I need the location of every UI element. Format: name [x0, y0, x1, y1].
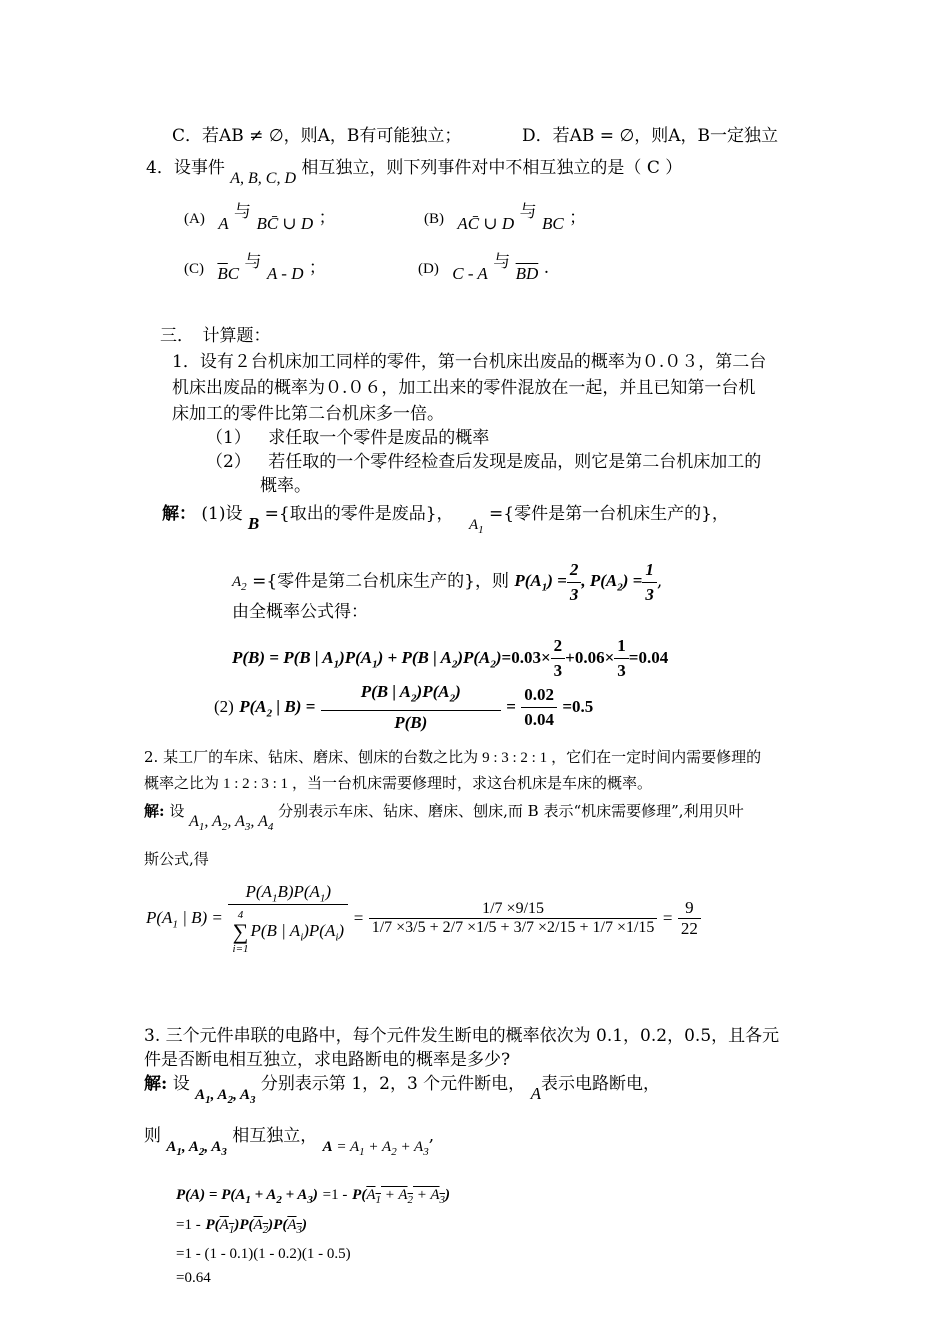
p3-event-a: A	[530, 1084, 541, 1103]
q4-option-a-with: 与	[234, 202, 252, 222]
q4-option-a	[184, 202, 336, 233]
p1-event-b-def: ={取出的零件是废品}，	[264, 504, 454, 524]
p2-bayes-equation: $P(A_1$ | B) = $P(A_1B)P(A_1)$ 4 ∑ i=1P(B | $A_i)P(A_i)$ = $\frac{1/7 \times 9/15}{1/7 \times 3/5 + 2/7 \times 1/5 + 3/7 \times 2/15 + 1/7 \times 1/15}$ = $\frac{9}{22}$	[146, 882, 701, 955]
p1-eq1-end: =0.04	[628, 648, 669, 667]
p1-total-prob-text: 由全概率公式得：	[232, 602, 368, 622]
q4-option-c-label: (C)	[184, 261, 204, 277]
p2-solution-line1	[144, 800, 744, 834]
p3-step4: =0.64	[176, 1270, 211, 1286]
p2-events: $A_1$, $A_2$, $A_3$, $A_4$	[189, 813, 274, 834]
q4-option-b-with: 与	[519, 202, 537, 222]
p3-line2: 件是否断电相互独立，求电路断电的概率是多少?	[144, 1050, 511, 1070]
p2-result-den: 22	[680, 919, 698, 939]
q4-option-c-left: $\overline{B}C$	[217, 264, 240, 283]
p1-bayes-equation: (2) $P(A_2$ | B) = $\frac{P(B | A_2)P(A_2)}{P(B)}$ = $\frac{0.02}{0.04}$ =0.5	[214, 682, 594, 733]
p1-sub2-num: （2）	[206, 452, 251, 472]
p3-solution-b: 分别表示第 1，2，3 个元件断电，	[260, 1074, 526, 1094]
p3-solution-line2: 则 $A_1$, $A_2$, $A_3$ 相互独立， $A = A_1 + A_2 + A_3$,	[144, 1126, 435, 1158]
p2-line1	[144, 746, 761, 769]
p2-big-denominator: 1/7 ×3/5 + 2/7 ×1/5 + 3/7 ×2/15 + 1/7 ×1/15	[371, 919, 655, 937]
p3-line1: 3. 三个元件串联的电路中，每个元件发生断电的概率依次为 0.1，0.2，0.5，且各元	[144, 1026, 780, 1046]
p2-solution-a: 设	[169, 802, 185, 820]
p1-sub1	[206, 426, 489, 450]
p2-big-numerator: 1/7 ×9/15	[369, 900, 658, 919]
q4-prefix: 4．设事件	[146, 158, 225, 178]
q4-option-c	[184, 252, 326, 283]
p1-part2-label: (2)	[214, 697, 234, 717]
p3-solution-c: 表示电路断电，	[540, 1074, 660, 1094]
p1-event-a1-def: ={零件是第一台机床生产的}，	[489, 504, 729, 524]
p3-sum-def: $A = A_1 + A_2 + A_3$	[322, 1139, 429, 1158]
q4-option-b-label: (B)	[424, 211, 444, 227]
p3-step1: $P(A) = P(A_1 + A_2 + A_3) =1 - P(A_1 + A_2 + A_3)$	[176, 1187, 451, 1206]
p1-eq1-rhs: =0.03×	[501, 648, 551, 667]
option-c-line	[172, 124, 461, 148]
q4-option-d	[418, 252, 550, 283]
p3-events-2: $A_1$, $A_2$, $A_3$	[166, 1139, 227, 1158]
q4-option-d-with: 与	[493, 252, 511, 272]
q4-option-a-left: A	[218, 214, 229, 233]
p3-then: 则	[144, 1126, 161, 1146]
q4-option-b-right: BC	[541, 214, 564, 233]
q4-option-d-left: C - A	[452, 264, 488, 283]
q4-option-c-right: A - D	[266, 264, 304, 283]
option-d-text: D．若AB = ∅，则A，B一定独立	[522, 126, 779, 146]
p1-solution-line2: $A_2$ ={零件是第二台机床生产的}，则 $P(A_1)$ = $\frac{2}{3}$ , $P(A_2)$ = $\frac{1}{3}$ ,	[232, 560, 663, 604]
p3-step2: $=1 - P(A_1)P(A_2)P(A_3)$	[176, 1217, 307, 1236]
p1-solution-part1: (1)设	[201, 504, 243, 524]
q4-events: A, B, C, D	[230, 170, 297, 187]
p1-sub1-num: （1）	[206, 428, 251, 448]
p1-event-b: B	[247, 514, 260, 533]
q4-option-b-end: ；	[569, 208, 587, 228]
q4-suffix: 相互独立，则下列事件对中不相互独立的是（ C ）	[301, 158, 683, 178]
section-heading: 三． 计算题：	[160, 326, 271, 346]
q4-option-a-end: ；	[318, 208, 336, 228]
option-d-line	[522, 124, 778, 148]
p1-solution-line1	[162, 502, 729, 536]
p2-ratio1: 9 : 3 : 2 : 1	[482, 750, 548, 766]
p1-sub1-text: 求任取一个零件是废品的概率	[268, 428, 490, 448]
p1-solution-label: 解：	[162, 504, 196, 524]
p3-solution-a: 设	[172, 1074, 190, 1094]
p2-solution-c: 斯公式,得	[144, 850, 209, 868]
p1-total-prob-equation: P(B) = P(B | $A_1)P(A_1) + P(B$ | $A_2)P(A_2)=0.03\times$ $\frac{2}{3}$ +0.06× $\frac{1}{3}$ =0.04	[232, 636, 669, 680]
p2-line1b: ，它们在一定时间内需要修理的	[551, 748, 762, 766]
q4-option-c-end: ；	[308, 258, 326, 278]
option-c-text: C．若AB ≠ ∅，则A，B有可能独立；	[172, 126, 462, 146]
p2-solution-b: 分别表示车床、钻床、磨床、刨床,而 B 表示“机床需要修理”,利用贝叶	[278, 802, 744, 820]
q4-option-d-right: $\overline{BD}$	[515, 264, 539, 283]
q4-option-d-label: (D)	[418, 261, 439, 277]
q4-option-a-label: (A)	[184, 211, 205, 227]
p1-line2: 机床出废品的概率为０.０６，加工出来的零件混放在一起，并且已知第一台机	[172, 378, 756, 398]
p1-event-a2: $A_2$	[232, 574, 247, 594]
p2-ratio2: 1 : 2 : 3 : 1	[223, 776, 289, 792]
p1-event-a2-def: ={零件是第二台机床生产的}，则	[252, 571, 509, 592]
p1-sub2	[206, 450, 761, 474]
q4-option-a-right: BC̄ ∪ D	[256, 214, 314, 233]
p1-prior-probs: $P(A_1)$ = $\frac{2}{3}$ , $P(A_2)$ = $\frac{1}{3}$	[514, 571, 657, 590]
p2-result-num: 9	[678, 898, 701, 919]
p3-derivation	[176, 1182, 450, 1290]
q4-option-c-with: 与	[244, 252, 262, 272]
p1-num-002: 0.02	[521, 683, 557, 708]
p1-line1: 1．设有２台机床加工同样的零件，第一台机床出废品的概率为０.０３，第二台	[172, 352, 767, 372]
p3-solution-label: 解:	[144, 1074, 168, 1094]
p1-eq1-mid: +0.06×	[565, 648, 615, 667]
p1-den-004: 0.04	[524, 710, 554, 730]
p2-line2b: ，当一台机床需要修理时，求这台机床是车床的概率。	[292, 774, 653, 792]
p2-line2a: 概率之比为	[144, 774, 220, 792]
p1-sub2-text1: 若任取的一个零件经检查后发现是废品，则它是第二台机床加工的	[268, 452, 762, 472]
p2-line2	[144, 772, 652, 795]
q4-option-d-end: .	[543, 258, 550, 278]
p1-sub2-text2: 概率。	[260, 476, 311, 496]
p3-events: $A_1$, $A_2$, $A_3$	[195, 1087, 256, 1106]
p1-event-a1: $A_1$	[468, 517, 484, 536]
p3-step3: =1 - (1 - 0.1)(1 - 0.2)(1 - 0.5)	[176, 1246, 351, 1262]
q4-option-b	[424, 202, 587, 233]
q4-option-b-left: AC̄ ∪ D	[457, 214, 515, 233]
p2-solution-label: 解:	[144, 802, 165, 820]
p3-solution-line1	[144, 1072, 660, 1106]
p2-line1a: 2. 某工厂的车床、钻床、磨床、刨床的台数之比为	[144, 748, 479, 766]
p1-line3: 床加工的零件比第二台机床多一倍。	[172, 404, 444, 424]
q4-stem	[146, 156, 683, 187]
p3-indep: 相互独立，	[232, 1126, 318, 1146]
p1-result: =0.5	[562, 697, 594, 717]
